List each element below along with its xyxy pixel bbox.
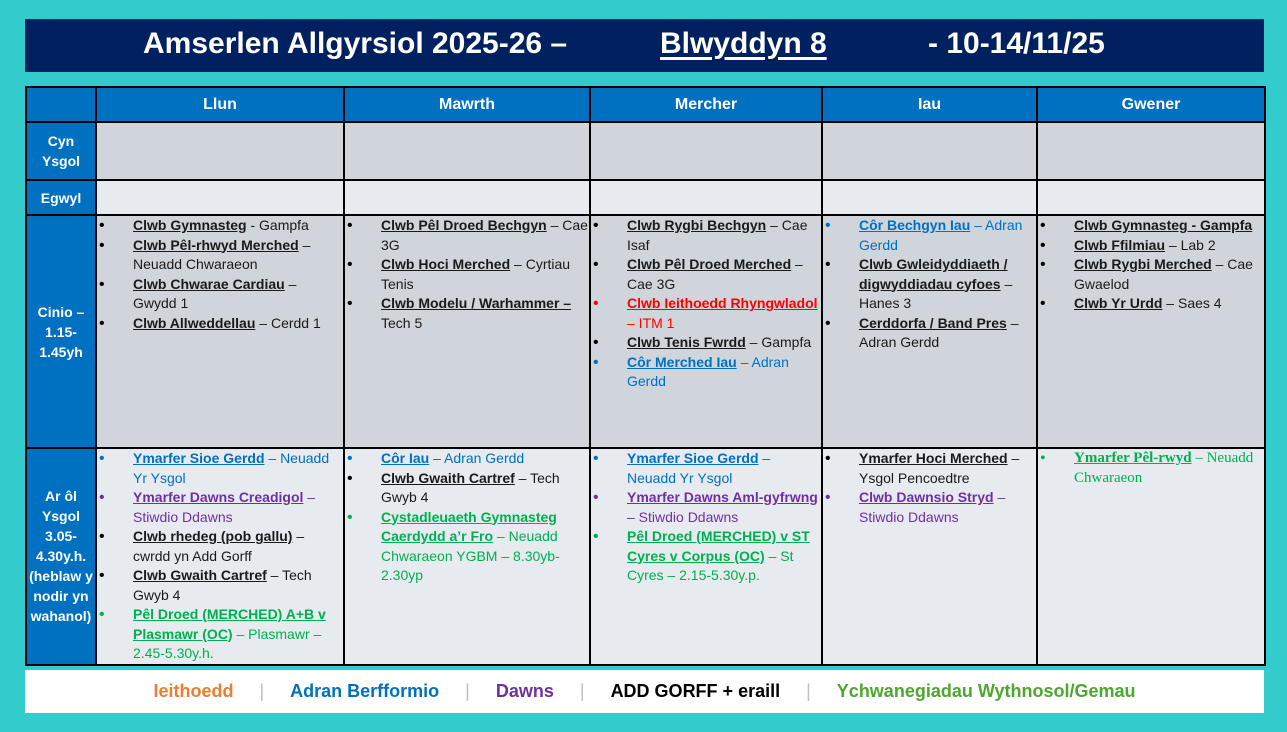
- activity-location: – Adran Gerdd: [859, 314, 1019, 350]
- activity-item: [591, 449, 821, 488]
- activity-location: – Cyrtiau Tenis: [381, 256, 571, 292]
- activity-location: – Stiwdio Ddawns: [133, 489, 316, 525]
- activity-list: [1038, 449, 1264, 488]
- activity-name: Clwb rhedeg (pob gallu): [133, 528, 293, 544]
- activity-name: Côr Merched Iau: [627, 353, 737, 370]
- activity-item: [1038, 216, 1264, 236]
- activity-item: [97, 275, 343, 314]
- cell-cyn-ysgol-mercher: [590, 122, 822, 180]
- activity-location: – Cae 3G: [627, 256, 803, 292]
- activity-item: [823, 255, 1036, 314]
- cell-ar-ol-llun: [96, 448, 344, 665]
- activity-list: [97, 449, 343, 664]
- title-main: Amserlen Allgyrsiol 2025-26 –: [143, 27, 568, 60]
- activity-location: – Cerdd 1: [255, 314, 321, 331]
- row-header-ar-ol-ysgol: Ar ôl Ysgol 3.05-4.30y.h. (heblaw y nodir yn wahanol): [26, 448, 96, 665]
- activity-location: – Gampfa: [745, 334, 812, 350]
- legend-divider: |: [579, 681, 585, 701]
- activity-list: [97, 216, 343, 333]
- legend-divider: |: [806, 681, 811, 701]
- activity-item: [591, 255, 821, 294]
- activity-location: – Lab 2: [1165, 236, 1216, 253]
- activity-location: – Neuadd Chwaraeon: [133, 236, 311, 272]
- activity-name: Ymarfer Dawns Aml-gyfrwng: [627, 489, 818, 505]
- activity-name: Clwb Rygbi Bechgyn: [627, 217, 767, 233]
- activity-name: Clwb Gwaith Cartref: [381, 469, 515, 486]
- activity-item: [97, 605, 343, 664]
- activity-name: Ymarfer Dawns Creadigol: [133, 489, 304, 505]
- activity-name: Clwb Rygbi Merched: [1074, 256, 1212, 272]
- legend-adran-berfformio: Adran Berfformio: [290, 681, 440, 701]
- title-year: Blwyddyn 8: [660, 27, 827, 60]
- activity-location: – ITM 1: [627, 314, 675, 331]
- activity-item: [591, 527, 821, 586]
- legend-ieithoedd: Ieithoedd: [153, 681, 234, 701]
- activity-location: - Gampfa: [246, 217, 309, 233]
- cell-cyn-ysgol-mawrth: [344, 122, 590, 180]
- activity-location: – Neuadd Chwaraeon YGBM – 8.30yb-2.30yp: [381, 528, 560, 583]
- row-header-cinio: Cinio – 1.15-1.45yh: [26, 215, 96, 448]
- activity-item: [345, 294, 589, 333]
- activity-item: [1038, 236, 1264, 256]
- activity-item: [591, 353, 821, 392]
- day-header-gwener: Gwener: [1037, 87, 1265, 122]
- activity-location: – Adran Gerdd: [429, 450, 525, 466]
- legend-ychwanegiadau: Ychwanegiadau Wythnosol/Gemau: [836, 681, 1136, 701]
- activity-location: – Cae Gwaelod: [1074, 256, 1253, 292]
- cell-ar-ol-iau: [822, 448, 1037, 665]
- activity-name: Clwb Pêl-rhwyd Merched: [133, 236, 299, 253]
- activity-item: [97, 236, 343, 275]
- activity-item: [345, 449, 589, 469]
- activity-name: Ymarfer Sioe Gerdd: [133, 450, 265, 466]
- cell-cinio-gwener: [1037, 215, 1265, 448]
- activity-location: – Ysgol Pencoedtre: [859, 450, 1020, 486]
- activity-list: [345, 216, 589, 333]
- activity-location: – Cae 3G: [381, 217, 588, 253]
- activity-name: Clwb Allweddellau: [133, 314, 256, 331]
- activity-name: Côr Iau: [381, 450, 430, 466]
- cell-cyn-ysgol-llun: [96, 122, 344, 180]
- legend-divider: |: [259, 681, 265, 701]
- day-header-iau: Iau: [822, 87, 1037, 122]
- activity-name: Pêl Droed (MERCHED) v ST Cyres v Corpus (OC): [627, 528, 810, 564]
- cell-cinio-mawrth: [344, 215, 590, 448]
- activity-name: Clwb Ieithoedd Rhyngwladol: [627, 295, 818, 311]
- activity-name: Clwb Tenis Fwrdd: [627, 334, 746, 350]
- activity-location: – Neuadd Yr Ysgol: [627, 450, 771, 486]
- cell-cinio-iau: [822, 215, 1037, 448]
- cell-egwyl-mercher: [590, 180, 822, 215]
- activity-location: – Tech Gwyb 4: [381, 469, 560, 505]
- activity-location: – Stiwdio Ddawns: [627, 508, 739, 525]
- activity-location: – Neuadd Yr Ysgol: [133, 450, 330, 486]
- activity-list: [823, 216, 1036, 353]
- activity-item: [823, 216, 1036, 255]
- activity-location: – Adran Gerdd: [859, 217, 1023, 253]
- activity-name: Clwb Yr Urdd: [1074, 295, 1163, 311]
- timetable: [25, 86, 1266, 666]
- activity-location: – Plasmawr – 2.45-5.30y.h.: [133, 625, 322, 661]
- activity-name: Côr Bechgyn Iau: [859, 217, 971, 233]
- row-header-cyn-ysgol: Cyn Ysgol: [26, 122, 96, 180]
- activity-location: – cwrdd yn Add Gorff: [133, 528, 305, 564]
- legend-dawns: Dawns: [495, 681, 554, 701]
- activity-location: – Hanes 3: [859, 275, 1013, 311]
- activity-item: [591, 216, 821, 255]
- activity-location: – Gwydd 1: [133, 275, 297, 311]
- activity-name: Clwb Chwarae Cardiau: [133, 275, 285, 292]
- activity-name: Clwb Pêl Droed Merched: [627, 256, 792, 272]
- activity-location: – Neuadd Chwaraeon: [1074, 450, 1254, 486]
- activity-location: – Saes 4: [1162, 295, 1222, 311]
- cell-ar-ol-gwener: [1037, 448, 1265, 665]
- activity-name: Clwb Modelu / Warhammer –: [381, 295, 572, 311]
- legend-add-gorff: ADD GORFF + eraill: [610, 681, 781, 701]
- activity-name: Ymarfer Sioe Gerdd: [627, 450, 759, 466]
- activity-location: Tech 5: [381, 314, 423, 331]
- activity-name: Ymarfer Pêl-rwyd: [1074, 450, 1192, 466]
- activity-name: Ymarfer Hoci Merched: [859, 450, 1008, 466]
- activity-item: [97, 216, 343, 236]
- activity-location: – Tech Gwyb 4: [133, 567, 312, 603]
- cell-ar-ol-mercher: [590, 448, 822, 665]
- activity-name: Clwb Gwaith Cartref: [133, 567, 267, 583]
- legend-divider: |: [465, 681, 470, 701]
- cell-egwyl-mawrth: [344, 180, 590, 215]
- colour-legend: [25, 670, 1264, 713]
- cell-egwyl-iau: [822, 180, 1037, 215]
- activity-name: Cerddorfa / Band Pres: [859, 314, 1007, 331]
- row-header-egwyl: Egwyl: [26, 180, 96, 215]
- activity-list: [1038, 216, 1264, 314]
- activity-item: [591, 294, 821, 333]
- day-header-llun: Llun: [96, 87, 344, 122]
- cell-ar-ol-mawrth: [344, 448, 590, 665]
- activity-item: [591, 333, 821, 353]
- day-header-mercher: Mercher: [590, 87, 822, 122]
- activity-name: Pêl Droed (MERCHED) A+B v Plasmawr (OC): [133, 606, 326, 642]
- activity-location: – St Cyres – 2.15-5.30y.p.: [627, 547, 794, 583]
- activity-item: [823, 314, 1036, 353]
- activity-name: Clwb Gwleidyddiaeth / digwyddiadau cyfoes: [859, 256, 1008, 292]
- cell-cinio-llun: [96, 215, 344, 448]
- activity-list: [591, 216, 821, 392]
- activity-item: [1038, 294, 1264, 314]
- activity-item: [345, 508, 589, 586]
- activity-item: [345, 469, 589, 508]
- activity-item: [97, 488, 343, 527]
- activity-name: Cystadleuaeth Gymnasteg Caerdydd a’r Fro: [381, 508, 557, 544]
- activity-location: – Stiwdio Ddawns: [859, 489, 1006, 525]
- activity-location: – Cae Isaf: [627, 217, 808, 253]
- title-dates: - 10-14/11/25: [928, 27, 1105, 60]
- activity-item: [823, 449, 1036, 488]
- activity-list: [591, 449, 821, 586]
- activity-item: [591, 488, 821, 527]
- activity-name: Clwb Ffilmiau: [1074, 236, 1165, 253]
- cell-egwyl-gwener: [1037, 180, 1265, 215]
- page-title: [25, 19, 1264, 72]
- activity-item: [345, 216, 589, 255]
- cell-cyn-ysgol-iau: [822, 122, 1037, 180]
- activity-item: [345, 255, 589, 294]
- cell-cinio-mercher: [590, 215, 822, 448]
- activity-item: [97, 566, 343, 605]
- activity-name: Clwb Gymnasteg - Gampfa: [1074, 217, 1253, 233]
- activity-name: Clwb Pêl Droed Bechgyn: [381, 217, 547, 233]
- activity-list: [823, 449, 1036, 527]
- cell-egwyl-llun: [96, 180, 344, 215]
- activity-item: [1038, 255, 1264, 294]
- activity-name: Clwb Gymnasteg: [133, 217, 247, 233]
- cell-cyn-ysgol-gwener: [1037, 122, 1265, 180]
- activity-item: [1038, 449, 1264, 488]
- corner-cell: [26, 87, 96, 122]
- activity-location: – Adran Gerdd: [627, 353, 789, 389]
- activity-item: [823, 488, 1036, 527]
- day-header-mawrth: Mawrth: [344, 87, 590, 122]
- activity-item: [97, 314, 343, 334]
- activity-name: Clwb Hoci Merched: [381, 256, 511, 272]
- activity-name: Clwb Dawnsio Stryd: [859, 489, 994, 505]
- activity-item: [97, 527, 343, 566]
- activity-list: [345, 449, 589, 586]
- activity-item: [97, 449, 343, 488]
